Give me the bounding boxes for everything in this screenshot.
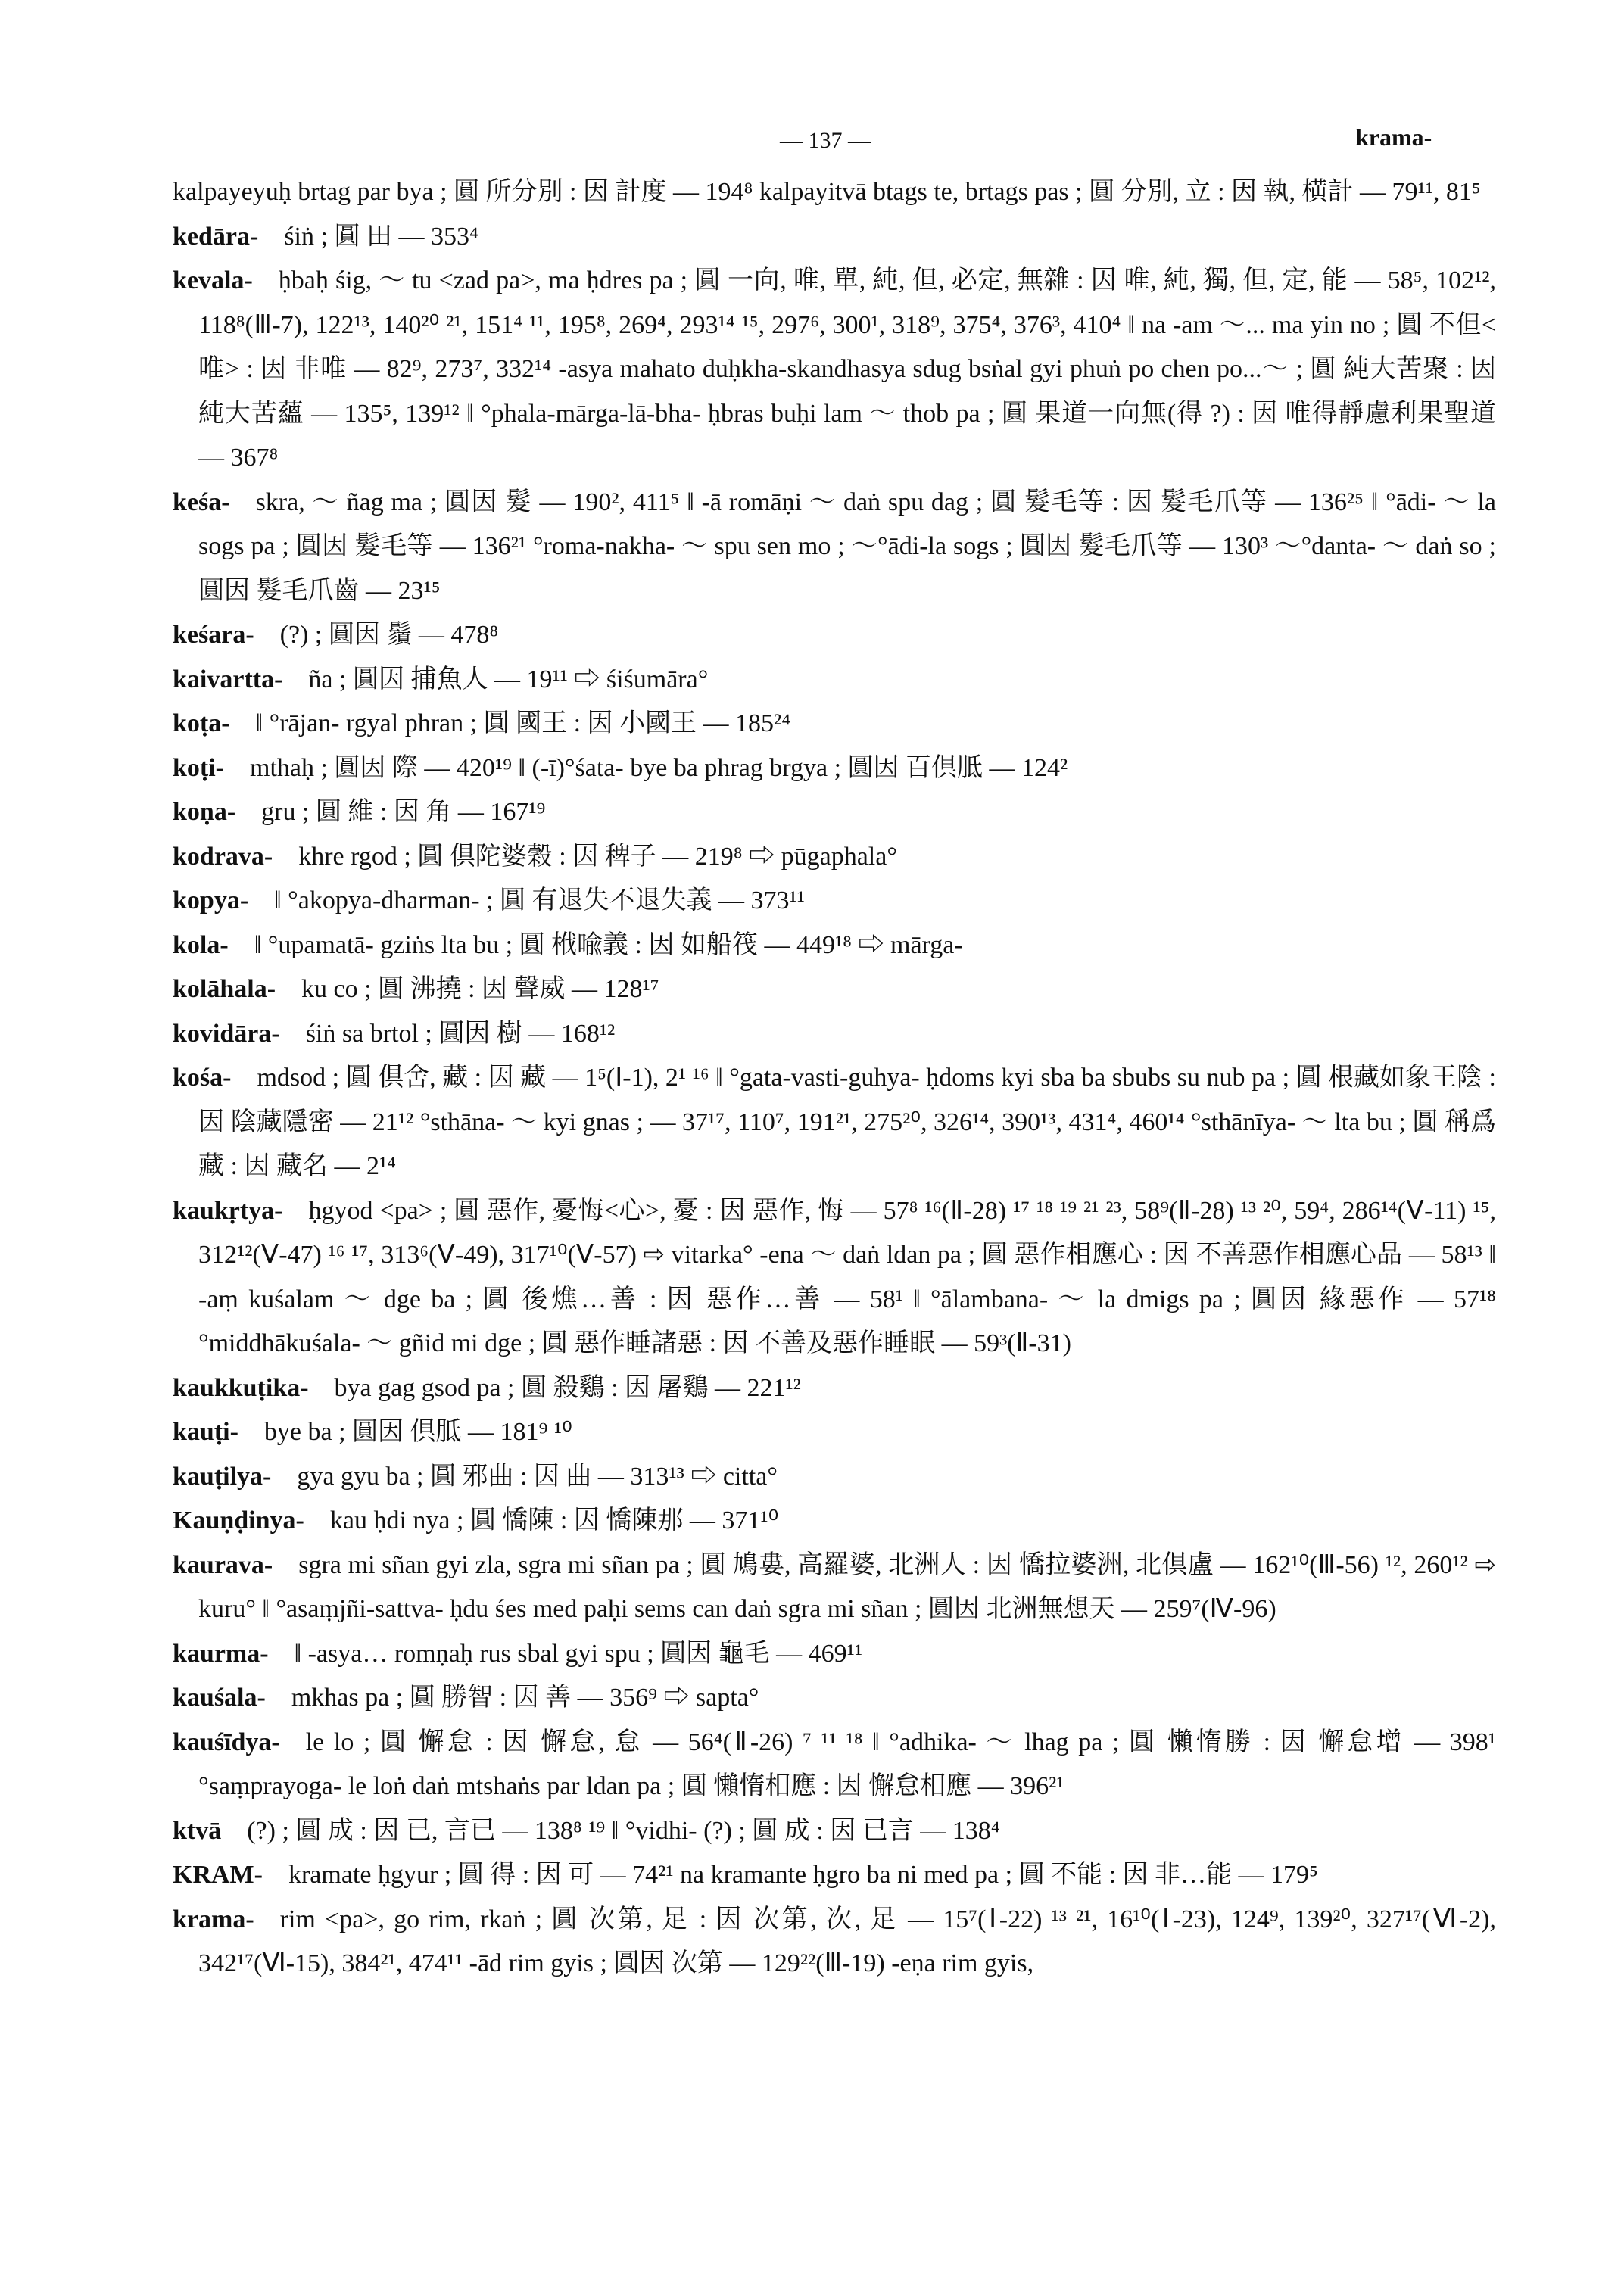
entry-text: ḥbaḥ śig, ～ tu <zad pa>, ma ḥdres pa ; 圓 一向, 唯, 單, 純, 但, 必定, 無雜 : 因 唯, 純, 獨, 但, 定, 能 — 58⁵, 102¹², 118⁸(Ⅲ-7), 122¹³, 140²⁰ ²¹, 151⁴ ¹¹, 195⁸, 269⁴, 293¹⁴ ¹⁵, 297⁶, 300¹, 318⁹, 375⁴, 376³, 410⁴ ‖ na -am ～... ma yin no ; 圓 不但<唯> : 因 非唯 — 82⁹, 273⁷, 332¹⁴ -asya mahato duḥkha-skandhasya sdug bsṅal gyi phuṅ po chen po...～ ; 圓 純大苦聚 : 因 純大苦蘊 — 135⁵, 139¹² ‖ °phala-mārga-lā-bha- ḥbras buḥi lam ～ thob pa ; 圓 果道一向無(得 ?) : 因 唯得靜慮利果聖道 — 367⁸ <box>198 266 1496 472</box>
entry-headword: Kauṇḍinya- <box>173 1506 304 1534</box>
dictionary-entry <box>173 1721 1496 1809</box>
entry-text: (?) ; 圓 成 : 因 已, 言已 — 138⁸ ¹⁹ ‖ °vidhi- (?) ; 圓 成 : 因 已言 — 138⁴ <box>247 1816 1000 1845</box>
entry-text: mkhas pa ; 圓 勝智 : 因 善 — 356⁹ ⇨ sapta° <box>291 1684 759 1712</box>
entry-text: ña ; 圓因 捕魚人 — 19¹¹ ⇨ śiśumāra° <box>308 665 709 693</box>
dictionary-entry <box>173 746 1496 791</box>
entry-text: kau ḥdi nya ; 圓 憍陳 : 因 憍陳那 — 371¹⁰ <box>329 1506 779 1534</box>
dictionary-entry <box>173 790 1496 835</box>
entry-headword: kevala- <box>173 266 253 294</box>
entry-headword: kauṭi- <box>173 1418 238 1446</box>
dictionary-entry <box>173 702 1496 746</box>
entry-headword: kaukṛtya- <box>173 1196 283 1225</box>
entry-list <box>173 170 1496 1986</box>
entry-text: mdsod ; 圓 倶舍, 藏 : 因 藏 — 1⁵(Ⅰ-1), 2¹ ¹⁶ ‖ °gata-vasti-guhya- ḥdoms kyi sba ba sbubs su nub pa ; 圓 根藏如象王陰 : 因 陰藏隱密 — 21¹² °sthāna- ～ kyi gnas ; — 37¹⁷, 110⁷, 191²¹, 275²⁰, 326¹⁴, 390¹³, 431⁴, 460¹⁴ °sthānīya- ～ lta bu ; 圓 稱爲藏 : 因 藏名 — 2¹⁴ <box>198 1064 1496 1180</box>
entry-text: (?) ; 圓因 鬚 — 478⁸ <box>279 621 499 649</box>
page-header <box>0 123 1624 161</box>
entry-text: rim <pa>, go rim, rkaṅ ; 圓 次第, 足 : 因 次第, 次, 足 — 15⁷(Ⅰ-22) ¹³ ²¹, 16¹⁰(Ⅰ-23), 124⁹, 139²⁰, 327¹⁷(Ⅵ-2), 342¹⁷(Ⅵ-15), 384²¹, 474¹¹ -ād rim gyis ; 圓因 次第 — 129²²(Ⅲ-19) -eṇa rim gyis, <box>198 1905 1496 1977</box>
entry-text: ḥgyod <pa> ; 圓 惡作, 憂悔<心>, 憂 : 因 惡作, 悔 — 57⁸ ¹⁶(Ⅱ-28) ¹⁷ ¹⁸ ¹⁹ ²¹ ²³, 58⁹(Ⅱ-28) ¹³ ²⁰, 59⁴, 286¹⁴(Ⅴ-11) ¹⁵, 312¹²(Ⅴ-47) ¹⁶ ¹⁷, 313⁶(Ⅴ-49), 317¹⁰(Ⅴ-57) ⇨ vitarka° -ena ～ daṅ ldan pa ; 圓 惡作相應心 : 因 不善惡作相應心品 — 58¹³ ‖ -aṃ kuśalam ～ dge ba ; 圓 後燋…善 : 因 惡作…善 — 58¹ ‖ °ālambana- ～ la dmigs pa ; 圓因 緣惡作 — 57¹⁸ °middhākuśala- ～ gñid mi dge ; 圓 惡作睡諸惡 : 因 不善及惡作睡眠 — 59³(Ⅱ-31) <box>198 1196 1496 1357</box>
dictionary-entry <box>173 1809 1496 1854</box>
entry-text: śiṅ sa brtol ; 圓因 樹 — 168¹² <box>305 1019 616 1048</box>
entry-text: ‖ °upamatā- gziṅs lta bu ; 圓 栰喩義 : 因 如船筏 — 449¹⁸ ⇨ mārga- <box>254 930 963 959</box>
dictionary-entry <box>173 1410 1496 1455</box>
entry-headword: kaurava- <box>173 1550 273 1579</box>
entry-text: skra, ～ ñag ma ; 圓因 髮 — 190², 411⁵ ‖ -ā romāṇi ～ daṅ spu dag ; 圓 髮毛等 : 因 髮毛爪等 — 136²⁵ ‖ °ādi- ～ la sogs pa ; 圓因 髮毛等 — 136²¹ °roma-nakha- ～ spu sen mo ; ～°ādi-la sogs ; 圓因 髮毛爪等 — 130³ ～°danta- ～ daṅ so ; 圓因 髮毛爪齒 — 23¹⁵ <box>198 488 1496 605</box>
entry-headword: kauṭilya- <box>173 1462 272 1491</box>
dictionary-entry <box>173 1366 1496 1411</box>
entry-headword: kaukkuṭika- <box>173 1373 309 1402</box>
running-head: krama- <box>1355 123 1432 151</box>
dictionary-entry <box>173 1012 1496 1057</box>
entry-headword: kauśīdya- <box>173 1728 280 1756</box>
entry-headword: KRAM- <box>173 1861 263 1889</box>
entry-text: sgra mi sñan gyi zla, sgra mi sñan pa ; 圓 鳩婁, 高羅婆, 北洲人 : 因 憍拉婆洲, 北倶盧 — 162¹⁰(Ⅲ-56) ¹², 260¹² ⇨ kuru° ‖ °asaṃjñi-sattva- ḥdu śes med paḥi sems can daṅ sgra mi sñan ; 圓因 北洲無想天 — 259⁷(Ⅳ-96) <box>198 1550 1496 1623</box>
entry-headword: kolāhala- <box>173 975 276 1003</box>
entry-text: mthaḥ ; 圓因 際 — 420¹⁹ ‖ (-ī)°śata- bye ba phrag brgya ; 圓因 百倶胝 — 124² <box>250 753 1068 782</box>
entry-headword: keśa- <box>173 488 230 516</box>
entry-headword: krama- <box>173 1905 254 1933</box>
dictionary-entry <box>173 1189 1496 1366</box>
entry-headword: kodrava- <box>173 842 273 871</box>
entry-headword: kedāra- <box>173 222 259 251</box>
entry-headword: koṭa- <box>173 709 230 737</box>
entry-text: bya gag gsod pa ; 圓 殺鷄 : 因 屠鷄 — 221¹² <box>334 1373 801 1402</box>
entry-headword: keśara- <box>173 621 254 649</box>
entry-text: le lo ; 圓 懈怠 : 因 懈怠, 怠 — 56⁴(Ⅱ-26) ⁷ ¹¹ ¹⁸ ‖ °adhika- ～ lhag pa ; 圓 懶惰勝 : 因 懈怠增 — 398¹ °saṃprayoga- le loṅ daṅ mtshaṅs par ldan pa ; 圓 懶惰相應 : 因 懈怠相應 — 396²¹ <box>198 1728 1496 1800</box>
entry-text: khre rgod ; 圓 倶陀婆穀 : 因 稗子 — 219⁸ ⇨ pūgaphala° <box>298 842 897 871</box>
dictionary-entry <box>173 967 1496 1012</box>
dictionary-entry <box>173 1544 1496 1632</box>
entry-text: śiṅ ; 圓 田 — 353⁴ <box>284 222 478 251</box>
entry-headword: koṇa- <box>173 798 236 826</box>
entry-text: kalpayeyuḥ brtag par bya ; 圓 所分別 : 因 計度 — 194⁸ kalpayitvā btags te, brtags pas ; 圓 分別, 立 : 因 執, 横計 — 79¹¹, 81⁵ <box>173 178 1481 206</box>
dictionary-entry <box>173 1853 1496 1898</box>
dictionary-entry <box>173 259 1496 481</box>
entry-headword: kopya- <box>173 886 249 914</box>
dictionary-entry <box>173 481 1496 614</box>
dictionary-entry <box>173 170 1496 215</box>
entry-text: ‖ °rājan- rgyal phran ; 圓 國王 : 因 小國王 — 185²⁴ <box>255 709 791 737</box>
dictionary-entry <box>173 879 1496 924</box>
dictionary-entry <box>173 658 1496 703</box>
dictionary-entry <box>173 1676 1496 1721</box>
dictionary-entry <box>173 924 1496 968</box>
entry-headword: kaurma- <box>173 1639 269 1668</box>
entry-text: bye ba ; 圓因 倶胝 — 181⁹ ¹⁰ <box>263 1418 572 1446</box>
page-number: — 137 — <box>780 128 871 153</box>
dictionary-entry <box>173 215 1496 260</box>
entry-text: gya gyu ba ; 圓 邪曲 : 因 曲 — 313¹³ ⇨ citta° <box>297 1462 778 1491</box>
entry-headword: kośa- <box>173 1064 232 1092</box>
entry-headword: ktvā <box>173 1816 222 1845</box>
entry-text: kramate ḥgyur ; 圓 得 : 因 可 — 74²¹ na kramante ḥgro ba ni med pa ; 圓 不能 : 因 非…能 — 179⁵ <box>288 1861 1318 1889</box>
entry-headword: kauśala- <box>173 1684 266 1712</box>
entry-headword: kaivartta- <box>173 665 283 693</box>
entry-text: ku co ; 圓 沸撓 : 因 聲威 — 128¹⁷ <box>301 975 659 1003</box>
entry-headword: kola- <box>173 930 229 959</box>
dictionary-entry <box>173 1632 1496 1677</box>
dictionary-entry <box>173 1898 1496 1986</box>
dictionary-entry <box>173 835 1496 880</box>
dictionary-entry <box>173 1056 1496 1189</box>
entry-text: ‖ °akopya-dharman- ; 圓 有退失不退失義 — 373¹¹ <box>274 886 805 914</box>
dictionary-entry <box>173 1499 1496 1544</box>
dictionary-entry <box>173 1455 1496 1500</box>
entry-text: ‖ -asya… romṇaḥ rus sbal gyi spu ; 圓因 龜毛 — 469¹¹ <box>294 1639 863 1668</box>
entry-text: gru ; 圓 維 : 因 角 — 167¹⁹ <box>261 798 546 826</box>
entry-headword: kovidāra- <box>173 1019 280 1048</box>
entry-headword: koṭi- <box>173 753 224 782</box>
dictionary-entry <box>173 613 1496 658</box>
